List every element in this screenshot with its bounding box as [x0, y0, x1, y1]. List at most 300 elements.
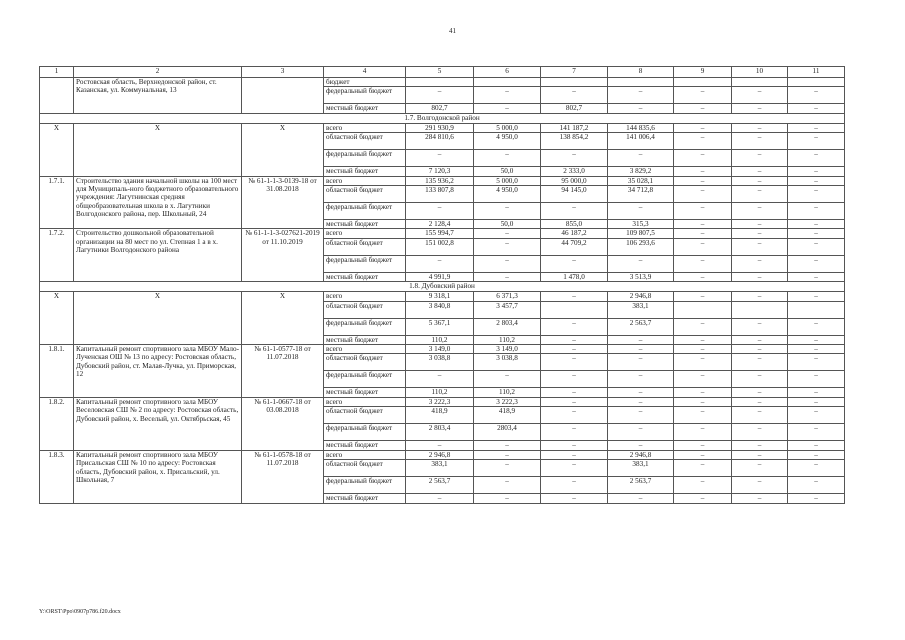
- value-cell: 9 318,1: [406, 292, 474, 301]
- column-header: 2: [74, 67, 242, 78]
- funding-source: всего: [324, 450, 406, 459]
- value-cell: –: [608, 104, 674, 113]
- section-title: 1.8. Дубовский район: [40, 282, 845, 292]
- value-cell: –: [474, 494, 541, 503]
- value-cell: –: [732, 441, 788, 450]
- value-cell: –: [732, 494, 788, 503]
- value-cell: –: [608, 397, 674, 406]
- value-cell: –: [732, 87, 788, 104]
- value-cell: –: [788, 477, 845, 494]
- section-row: [40, 282, 845, 292]
- funding-source: всего: [324, 229, 406, 238]
- value-cell: –: [541, 477, 608, 494]
- value-cell: 2 946,8: [406, 450, 474, 459]
- value-cell: –: [788, 176, 845, 185]
- row-number: 1.7.1.: [40, 176, 74, 229]
- value-cell: –: [608, 388, 674, 397]
- value-cell: [788, 301, 845, 318]
- value-cell: 106 293,6: [608, 238, 674, 255]
- funding-source: всего: [324, 345, 406, 354]
- value-cell: –: [674, 255, 732, 272]
- funding-source: всего: [324, 397, 406, 406]
- value-cell: [608, 78, 674, 87]
- value-cell: –: [608, 255, 674, 272]
- value-cell: –: [788, 229, 845, 238]
- value-cell: –: [608, 494, 674, 503]
- value-cell: 151 002,8: [406, 238, 474, 255]
- value-cell: –: [674, 397, 732, 406]
- value-cell: 2 946,8: [608, 292, 674, 301]
- value-cell: 2 563,7: [406, 477, 474, 494]
- value-cell: –: [732, 371, 788, 388]
- value-cell: –: [732, 150, 788, 167]
- value-cell: –: [674, 424, 732, 441]
- funding-source: областной бюджет: [324, 460, 406, 477]
- value-cell: [732, 301, 788, 318]
- value-cell: –: [674, 186, 732, 203]
- row-number: 1.7.2.: [40, 229, 74, 282]
- value-cell: 3 149,0: [406, 345, 474, 354]
- column-header: 5: [406, 67, 474, 78]
- value-cell: [474, 78, 541, 87]
- value-cell: –: [674, 272, 732, 281]
- value-cell: –: [541, 424, 608, 441]
- value-cell: –: [608, 345, 674, 354]
- document-ref: [242, 78, 324, 114]
- value-cell: [732, 78, 788, 87]
- funding-source: федеральный бюджет: [324, 318, 406, 335]
- value-cell: –: [674, 238, 732, 255]
- object-name: Х: [74, 123, 242, 176]
- value-cell: 418,9: [406, 407, 474, 424]
- value-cell: –: [732, 238, 788, 255]
- value-cell: –: [474, 87, 541, 104]
- value-cell: –: [608, 441, 674, 450]
- value-cell: –: [732, 104, 788, 113]
- funding-source: федеральный бюджет: [324, 477, 406, 494]
- value-cell: 155 994,7: [406, 229, 474, 238]
- funding-source: всего: [324, 123, 406, 132]
- value-cell: 109 807,5: [608, 229, 674, 238]
- value-cell: 4 950,0: [474, 133, 541, 150]
- table-row: [40, 78, 845, 87]
- funding-source: областной бюджет: [324, 407, 406, 424]
- value-cell: –: [608, 424, 674, 441]
- object-name: Капитальный ремонт спортивного зала МБОУ Присальская СШ № 10 по адресу: Ростовская область, Дубовский район, х. Присальский, ул. Школьная, 7: [74, 450, 242, 503]
- value-cell: –: [541, 460, 608, 477]
- value-cell: 2 803,4: [474, 318, 541, 335]
- value-cell: –: [674, 441, 732, 450]
- column-header: 8: [608, 67, 674, 78]
- budget-table: [39, 66, 845, 504]
- value-cell: –: [608, 407, 674, 424]
- value-cell: –: [788, 186, 845, 203]
- column-header: 11: [788, 67, 845, 78]
- value-cell: –: [541, 450, 608, 459]
- funding-source: областной бюджет: [324, 133, 406, 150]
- value-cell: –: [608, 203, 674, 220]
- row-number: Х: [40, 123, 74, 176]
- value-cell: –: [674, 123, 732, 132]
- row-number: 1.8.1.: [40, 345, 74, 398]
- value-cell: –: [674, 354, 732, 371]
- value-cell: [674, 78, 732, 87]
- table-row: [40, 229, 845, 238]
- funding-source: местный бюджет: [324, 272, 406, 281]
- value-cell: 50,0: [474, 220, 541, 229]
- funding-source: федеральный бюджет: [324, 371, 406, 388]
- funding-source: областной бюджет: [324, 238, 406, 255]
- value-cell: –: [541, 354, 608, 371]
- value-cell: –: [474, 229, 541, 238]
- value-cell: –: [674, 150, 732, 167]
- value-cell: [541, 78, 608, 87]
- value-cell: –: [674, 371, 732, 388]
- value-cell: –: [406, 371, 474, 388]
- funding-source: федеральный бюджет: [324, 150, 406, 167]
- value-cell: –: [674, 133, 732, 150]
- table-row: [40, 176, 845, 185]
- value-cell: –: [788, 133, 845, 150]
- funding-source: федеральный бюджет: [324, 424, 406, 441]
- value-cell: –: [788, 371, 845, 388]
- value-cell: [788, 78, 845, 87]
- value-cell: –: [674, 477, 732, 494]
- value-cell: 855,0: [541, 220, 608, 229]
- value-cell: 284 810,6: [406, 133, 474, 150]
- value-cell: –: [674, 203, 732, 220]
- value-cell: –: [732, 407, 788, 424]
- value-cell: 802,7: [406, 104, 474, 113]
- value-cell: 110,2: [406, 335, 474, 344]
- value-cell: 802,7: [541, 104, 608, 113]
- value-cell: 2 333,0: [541, 167, 608, 176]
- value-cell: –: [788, 424, 845, 441]
- value-cell: 383,1: [406, 460, 474, 477]
- value-cell: 141 187,2: [541, 123, 608, 132]
- value-cell: –: [732, 450, 788, 459]
- value-cell: –: [732, 123, 788, 132]
- value-cell: –: [732, 272, 788, 281]
- value-cell: –: [474, 238, 541, 255]
- object-name: Ростовская область, Верхнедонской район, ст. Казанская, ул. Коммунальная, 13: [74, 78, 242, 114]
- value-cell: –: [541, 292, 608, 301]
- value-cell: –: [474, 450, 541, 459]
- funding-source: местный бюджет: [324, 167, 406, 176]
- object-name: Х: [74, 292, 242, 345]
- value-cell: –: [674, 220, 732, 229]
- funding-source: областной бюджет: [324, 301, 406, 318]
- value-cell: –: [474, 272, 541, 281]
- value-cell: 3 457,7: [474, 301, 541, 318]
- value-cell: –: [788, 123, 845, 132]
- value-cell: –: [732, 460, 788, 477]
- value-cell: –: [732, 318, 788, 335]
- value-cell: 383,1: [608, 301, 674, 318]
- table-row: [40, 450, 845, 459]
- value-cell: –: [674, 292, 732, 301]
- value-cell: –: [788, 87, 845, 104]
- row-number: 1.8.2.: [40, 397, 74, 450]
- funding-source: местный бюджет: [324, 441, 406, 450]
- value-cell: –: [541, 345, 608, 354]
- funding-source: бюджет: [324, 78, 406, 87]
- value-cell: 383,1: [608, 460, 674, 477]
- value-cell: –: [732, 292, 788, 301]
- funding-source: местный бюджет: [324, 220, 406, 229]
- value-cell: –: [541, 203, 608, 220]
- value-cell: –: [788, 388, 845, 397]
- value-cell: –: [406, 150, 474, 167]
- value-cell: –: [674, 87, 732, 104]
- value-cell: –: [788, 167, 845, 176]
- value-cell: 46 187,2: [541, 229, 608, 238]
- column-header: 10: [732, 67, 788, 78]
- value-cell: –: [541, 371, 608, 388]
- value-cell: –: [732, 345, 788, 354]
- value-cell: 2 128,4: [406, 220, 474, 229]
- value-cell: –: [788, 345, 845, 354]
- value-cell: –: [788, 292, 845, 301]
- value-cell: 3 829,2: [608, 167, 674, 176]
- value-cell: –: [674, 167, 732, 176]
- value-cell: 3 149,0: [474, 345, 541, 354]
- value-cell: –: [608, 371, 674, 388]
- value-cell: –: [608, 150, 674, 167]
- value-cell: –: [608, 354, 674, 371]
- value-cell: –: [674, 345, 732, 354]
- funding-source: местный бюджет: [324, 104, 406, 113]
- value-cell: –: [732, 133, 788, 150]
- value-cell: –: [674, 494, 732, 503]
- document-ref: Х: [242, 123, 324, 176]
- table-row: [40, 345, 845, 354]
- funding-source: местный бюджет: [324, 388, 406, 397]
- value-cell: 3 513,9: [608, 272, 674, 281]
- value-cell: 2 563,7: [608, 477, 674, 494]
- value-cell: 94 145,0: [541, 186, 608, 203]
- value-cell: –: [788, 220, 845, 229]
- value-cell: 4 950,0: [474, 186, 541, 203]
- value-cell: –: [406, 494, 474, 503]
- value-cell: –: [474, 441, 541, 450]
- value-cell: 315,3: [608, 220, 674, 229]
- value-cell: –: [732, 229, 788, 238]
- value-cell: –: [788, 203, 845, 220]
- value-cell: –: [474, 460, 541, 477]
- value-cell: –: [674, 176, 732, 185]
- value-cell: 35 028,1: [608, 176, 674, 185]
- value-cell: 110,2: [474, 388, 541, 397]
- value-cell: 1 478,0: [541, 272, 608, 281]
- value-cell: 133 807,8: [406, 186, 474, 203]
- value-cell: –: [608, 335, 674, 344]
- value-cell: –: [674, 318, 732, 335]
- value-cell: –: [674, 450, 732, 459]
- value-cell: 2 563,7: [608, 318, 674, 335]
- value-cell: –: [788, 494, 845, 503]
- funding-source: федеральный бюджет: [324, 87, 406, 104]
- value-cell: –: [608, 87, 674, 104]
- value-cell: –: [474, 104, 541, 113]
- value-cell: –: [406, 87, 474, 104]
- value-cell: –: [732, 335, 788, 344]
- value-cell: 110,2: [474, 335, 541, 344]
- value-cell: 3 038,8: [406, 354, 474, 371]
- value-cell: –: [788, 238, 845, 255]
- value-cell: 141 006,4: [608, 133, 674, 150]
- value-cell: –: [406, 441, 474, 450]
- value-cell: –: [474, 371, 541, 388]
- table-row: [40, 397, 845, 406]
- value-cell: –: [406, 255, 474, 272]
- value-cell: 95 000,0: [541, 176, 608, 185]
- section-title: 1.7. Волгодонской район: [40, 113, 845, 123]
- value-cell: –: [788, 272, 845, 281]
- value-cell: 291 930,9: [406, 123, 474, 132]
- column-header: 1: [40, 67, 74, 78]
- value-cell: 418,9: [474, 407, 541, 424]
- value-cell: –: [474, 203, 541, 220]
- value-cell: –: [732, 176, 788, 185]
- funding-source: местный бюджет: [324, 335, 406, 344]
- value-cell: –: [788, 460, 845, 477]
- value-cell: –: [788, 441, 845, 450]
- value-cell: 2803,4: [474, 424, 541, 441]
- table-row: [40, 292, 845, 301]
- column-header: 6: [474, 67, 541, 78]
- value-cell: –: [541, 388, 608, 397]
- value-cell: –: [674, 229, 732, 238]
- object-name: Капитальный ремонт спортивного зала МБОУ Веселовская СШ № 2 по адресу: Ростовская область, Дубовский район, х. Веселый, ул. Октябрьская, 45: [74, 397, 242, 450]
- value-cell: –: [788, 397, 845, 406]
- funding-source: федеральный бюджет: [324, 203, 406, 220]
- value-cell: 3 840,8: [406, 301, 474, 318]
- section-row: [40, 113, 845, 123]
- value-cell: 5 367,1: [406, 318, 474, 335]
- value-cell: –: [674, 460, 732, 477]
- column-header: 9: [674, 67, 732, 78]
- value-cell: –: [732, 424, 788, 441]
- value-cell: –: [541, 318, 608, 335]
- funding-source: областной бюджет: [324, 186, 406, 203]
- table-body: [40, 67, 845, 504]
- value-cell: –: [474, 150, 541, 167]
- value-cell: 44 709,2: [541, 238, 608, 255]
- value-cell: –: [788, 354, 845, 371]
- value-cell: 50,0: [474, 167, 541, 176]
- row-number: 1.8.3.: [40, 450, 74, 503]
- funding-source: местный бюджет: [324, 494, 406, 503]
- value-cell: –: [788, 450, 845, 459]
- value-cell: –: [674, 388, 732, 397]
- value-cell: –: [541, 407, 608, 424]
- value-cell: 4 991,9: [406, 272, 474, 281]
- value-cell: 3 038,8: [474, 354, 541, 371]
- document-ref: Х: [242, 292, 324, 345]
- value-cell: 144 835,6: [608, 123, 674, 132]
- value-cell: –: [732, 220, 788, 229]
- value-cell: –: [732, 255, 788, 272]
- document-ref: № 61-1-1-3-0139-18 от 31.08.2018: [242, 176, 324, 229]
- value-cell: –: [541, 150, 608, 167]
- value-cell: 2 803,4: [406, 424, 474, 441]
- value-cell: 3 222,3: [474, 397, 541, 406]
- value-cell: –: [474, 255, 541, 272]
- column-header: 3: [242, 67, 324, 78]
- object-name: Строительство дошкольной образовательной организации на 80 мест по ул. Степная 1 а в х. Лагутники Волгодонского района: [74, 229, 242, 282]
- value-cell: –: [541, 441, 608, 450]
- object-name: Строительство здания начальной школы на 100 мест для Муниципаль-ного бюджетного образовательного учреждения: Лагутнинская средняя общеобразовательная школа в х. Лагутники Волгодонского района, пер. Школьный, 24: [74, 176, 242, 229]
- document-ref: № 61-1-1-3-027621-2019 от 11.10.2019: [242, 229, 324, 282]
- row-number: Х: [40, 292, 74, 345]
- value-cell: –: [732, 167, 788, 176]
- value-cell: –: [732, 354, 788, 371]
- value-cell: –: [674, 104, 732, 113]
- value-cell: 135 936,2: [406, 176, 474, 185]
- column-header: 4: [324, 67, 406, 78]
- value-cell: –: [788, 104, 845, 113]
- value-cell: –: [541, 87, 608, 104]
- document-ref: № 61-1-0667-18 от 03.08.2018: [242, 397, 324, 450]
- funding-source: всего: [324, 292, 406, 301]
- value-cell: –: [788, 407, 845, 424]
- value-cell: 2 946,8: [608, 450, 674, 459]
- value-cell: –: [788, 335, 845, 344]
- value-cell: –: [732, 397, 788, 406]
- document-ref: № 61-1-0577-18 от 11.07.2018: [242, 345, 324, 398]
- funding-source: федеральный бюджет: [324, 255, 406, 272]
- page-number: 41: [449, 27, 456, 35]
- table-row: [40, 123, 845, 132]
- value-cell: –: [732, 186, 788, 203]
- value-cell: –: [406, 203, 474, 220]
- value-cell: –: [674, 335, 732, 344]
- value-cell: 5 000,0: [474, 176, 541, 185]
- value-cell: [406, 78, 474, 87]
- object-name: Капитальный ремонт спортивного зала МБОУ Мало-Лученская ОШ № 13 по адресу: Ростовская область, Дубовский район, ст. Малая-Лучка, ул. Приморская, 12: [74, 345, 242, 398]
- column-header-row: [40, 67, 845, 78]
- value-cell: –: [732, 388, 788, 397]
- value-cell: –: [474, 477, 541, 494]
- value-cell: –: [788, 150, 845, 167]
- value-cell: 34 712,8: [608, 186, 674, 203]
- value-cell: –: [674, 407, 732, 424]
- column-header: 7: [541, 67, 608, 78]
- funding-source: всего: [324, 176, 406, 185]
- value-cell: –: [541, 397, 608, 406]
- value-cell: –: [732, 477, 788, 494]
- value-cell: –: [541, 494, 608, 503]
- value-cell: [541, 301, 608, 318]
- value-cell: –: [541, 335, 608, 344]
- value-cell: –: [788, 318, 845, 335]
- row-number: [40, 78, 74, 114]
- value-cell: 6 371,3: [474, 292, 541, 301]
- value-cell: –: [541, 255, 608, 272]
- value-cell: 138 854,2: [541, 133, 608, 150]
- file-path-footer: Y:\ORST\Ppo\0907p786.f20.docx: [39, 609, 121, 615]
- value-cell: 3 222,3: [406, 397, 474, 406]
- value-cell: 110,2: [406, 388, 474, 397]
- value-cell: [674, 301, 732, 318]
- value-cell: –: [788, 255, 845, 272]
- value-cell: 5 000,0: [474, 123, 541, 132]
- value-cell: –: [732, 203, 788, 220]
- document-ref: № 61-1-0578-18 от 11.07.2018: [242, 450, 324, 503]
- funding-source: областной бюджет: [324, 354, 406, 371]
- value-cell: 7 120,3: [406, 167, 474, 176]
